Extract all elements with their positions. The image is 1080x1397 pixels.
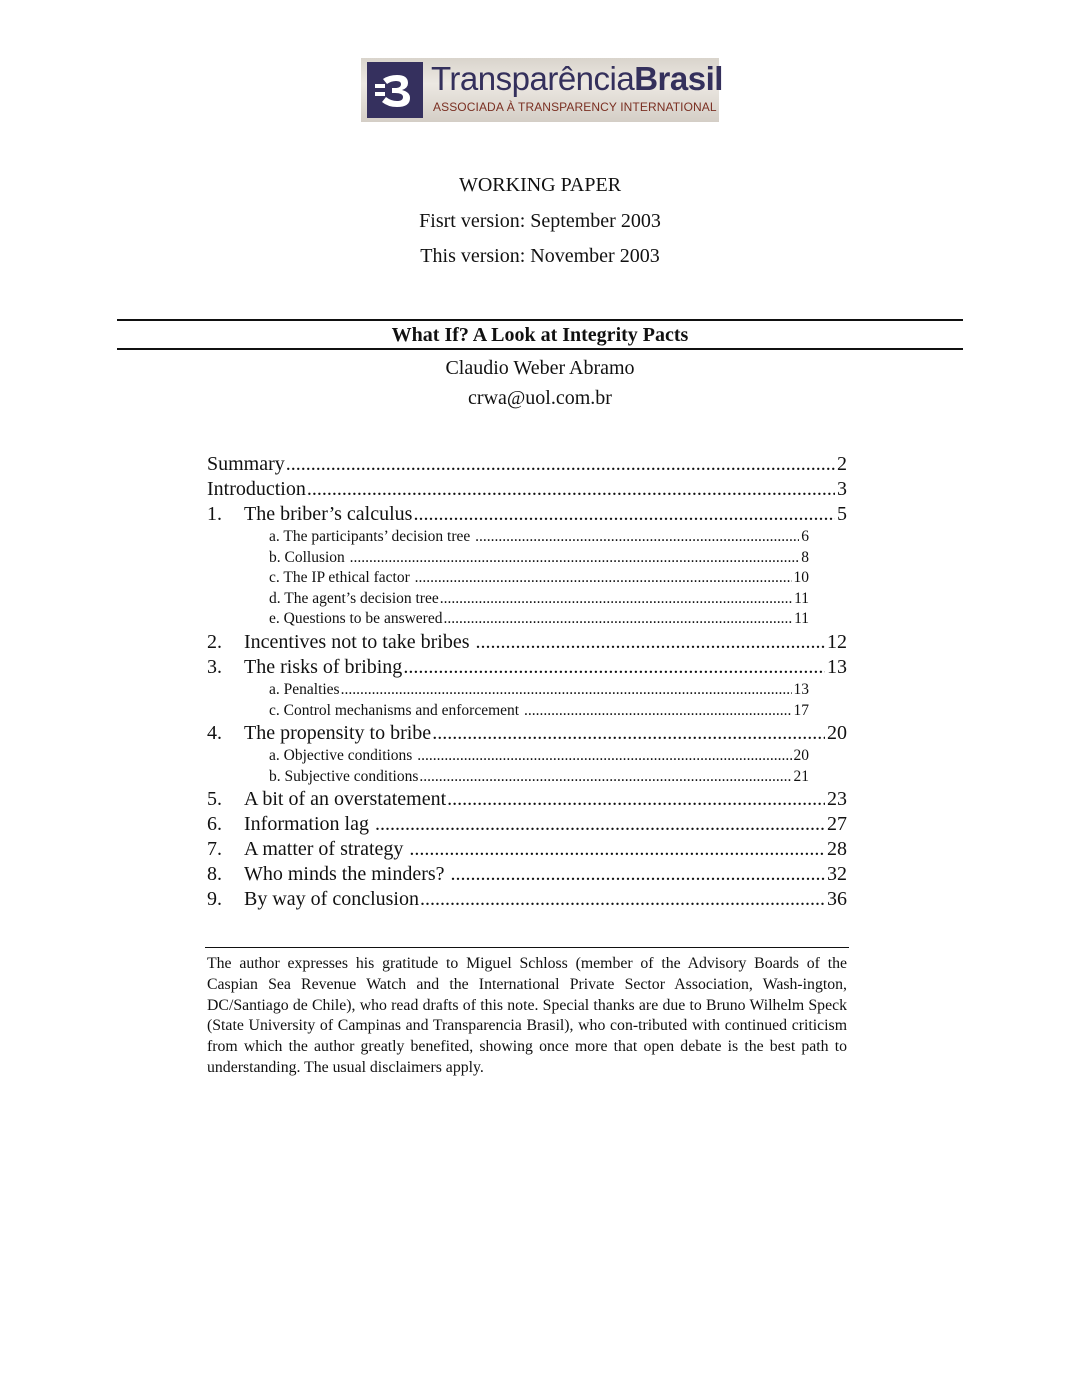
toc-entry-page: 27	[827, 813, 847, 836]
toc-dot-leader	[440, 589, 792, 610]
toc-entry-number: 7.	[207, 838, 222, 861]
toc-entry[interactable]	[207, 452, 847, 477]
toc-dot-leader	[307, 477, 835, 502]
toc-entry-label: The briber’s calculus	[244, 503, 413, 525]
toc-entry-label: e. Questions to be answered	[269, 610, 443, 628]
logo-mark-icon	[367, 62, 423, 118]
logo-name	[431, 60, 723, 98]
toc-dot-leader	[341, 680, 792, 701]
toc-entry-page: 13	[793, 680, 809, 698]
toc-dot-leader	[403, 655, 825, 680]
toc-entry-page: 23	[827, 788, 847, 811]
toc-entry-label: a. Penalties	[269, 680, 340, 698]
toc-dot-leader	[476, 630, 826, 655]
toc-entry[interactable]	[207, 787, 847, 812]
toc-entry-label: b. Collusion	[269, 548, 349, 566]
toc-entry-label: The risks of bribing	[244, 655, 403, 678]
toc-subentry[interactable]	[269, 746, 809, 767]
toc-entry-label: Introduction	[207, 478, 306, 500]
toc-entry-label: a. The participants’ decision tree	[269, 528, 475, 545]
toc-entry-page: 12	[827, 630, 847, 653]
toc-dot-leader	[286, 452, 835, 477]
toc-entry-number: 3.	[207, 655, 222, 678]
toc-entry-label: A matter of strategy	[244, 838, 409, 861]
toc-dot-leader	[413, 502, 835, 527]
toc-entry-page: 3	[837, 478, 847, 500]
toc-dot-leader	[432, 721, 825, 746]
toc-entry[interactable]	[207, 862, 847, 887]
author-name: Claudio Weber Abramo	[445, 357, 635, 379]
toc-entry[interactable]	[207, 887, 847, 912]
transparencia-brasil-logo	[361, 58, 723, 122]
toc-dot-leader	[417, 746, 791, 767]
toc-entry-number: 8.	[207, 863, 222, 886]
acknowledgement-footnote: The author expresses his gratitude to Miguel Schloss (member of the Advisory Boards of the Caspian Sea Revenue Watch and the International Private Sector Association, Wash-ington, DC/Santiago de Chile), who read drafts of this note. Special thanks are due to Bruno Wilhelm Speck (State University of Campinas and Transparencia Brasil), who con-tributed with continued criticism from which the author greatly benefited, showing once more that open debate is the best path to understanding. The usual disclaimers apply.	[207, 955, 847, 1076]
toc-entry[interactable]	[207, 655, 847, 680]
toc-entry-number: 4.	[207, 722, 222, 745]
toc-entry-label: The propensity to bribe	[244, 722, 432, 745]
toc-entry-label: a. Objective conditions	[269, 747, 417, 765]
title-rule-bottom	[117, 348, 963, 350]
toc-dot-leader	[475, 527, 799, 548]
toc-entry-page: 6	[801, 528, 809, 545]
toc-entry-page: 10	[793, 569, 809, 587]
toc-subentry[interactable]	[269, 609, 809, 630]
toc-dot-leader	[420, 887, 825, 912]
toc-entry-label: c. Control mechanisms and enforcement	[269, 701, 523, 719]
toc-entry-page: 20	[827, 722, 847, 745]
footnote-rule	[205, 947, 849, 948]
toc-entry[interactable]	[207, 837, 847, 862]
document-title: What If? A Look at Integrity Pacts	[391, 324, 689, 346]
toc-subentry[interactable]	[269, 767, 809, 788]
toc-entry-page: 11	[794, 589, 809, 607]
toc-entry-number: 6.	[207, 813, 222, 836]
logo-name-regular: Transparência	[431, 60, 635, 97]
toc-subentry[interactable]	[269, 701, 809, 722]
toc-entry[interactable]	[207, 630, 847, 655]
toc-dot-leader	[350, 548, 800, 569]
author-email: crwa@uol.com.br	[468, 387, 612, 409]
toc-dot-leader	[524, 701, 792, 722]
toc-entry-label: c. The IP ethical factor	[269, 569, 414, 587]
toc-entry-number: 1.	[207, 503, 222, 525]
toc-entry[interactable]	[207, 477, 847, 502]
toc-entry-label: Incentives not to take bribes	[244, 630, 475, 653]
toc-entry-page: 32	[827, 863, 847, 886]
toc-dot-leader	[409, 837, 825, 862]
toc-entry-label: Summary	[207, 453, 285, 475]
toc-entry-page: 20	[793, 747, 809, 765]
toc-subentry[interactable]	[269, 527, 809, 548]
this-version-line: This version: November 2003	[420, 245, 660, 267]
toc-entry-page: 17	[793, 701, 809, 719]
toc-entry-page: 8	[801, 548, 809, 566]
toc-subentry[interactable]	[269, 548, 809, 569]
toc-entry-label: By way of conclusion	[244, 888, 419, 911]
toc-entry-page: 2	[837, 453, 847, 475]
toc-entry-page: 5	[837, 503, 847, 525]
toc-entry-page: 36	[827, 888, 847, 911]
toc-entry-label: b. Subjective conditions	[269, 767, 419, 785]
toc-entry-label: A bit of an overstatement	[244, 788, 447, 811]
toc-dot-leader	[443, 609, 792, 630]
first-version-line: Fisrt version: September 2003	[419, 210, 661, 232]
toc-entry[interactable]	[207, 721, 847, 746]
toc-entry-number: 5.	[207, 788, 222, 811]
toc-entry[interactable]	[207, 812, 847, 837]
toc-entry[interactable]	[207, 502, 847, 527]
toc-dot-leader	[447, 787, 825, 812]
working-paper-label: WORKING PAPER	[458, 174, 622, 196]
toc-subentry[interactable]	[269, 568, 809, 589]
toc-entry-number: 2.	[207, 630, 222, 653]
toc-entry-page: 13	[827, 655, 847, 678]
toc-entry-label: d. The agent’s decision tree	[269, 589, 439, 607]
title-rule-top	[117, 319, 963, 321]
logo-tagline: ASSOCIADA À TRANSPARENCY INTERNATIONAL	[433, 100, 717, 114]
toc-entry-page: 21	[793, 767, 809, 785]
table-of-contents	[207, 452, 847, 912]
toc-subentry[interactable]	[269, 680, 809, 701]
toc-entry-label: Who minds the minders?	[244, 863, 450, 886]
toc-dot-leader	[451, 862, 825, 887]
toc-dot-leader	[415, 568, 792, 589]
toc-subentry[interactable]	[269, 589, 809, 610]
toc-dot-leader	[419, 767, 791, 788]
toc-entry-page: 11	[794, 610, 809, 628]
toc-entry-number: 9.	[207, 888, 222, 911]
logo-name-bold: Brasil	[634, 60, 723, 97]
toc-entry-label: Information lag	[244, 813, 374, 836]
toc-entry-page: 28	[827, 838, 847, 861]
toc-dot-leader	[375, 812, 825, 837]
